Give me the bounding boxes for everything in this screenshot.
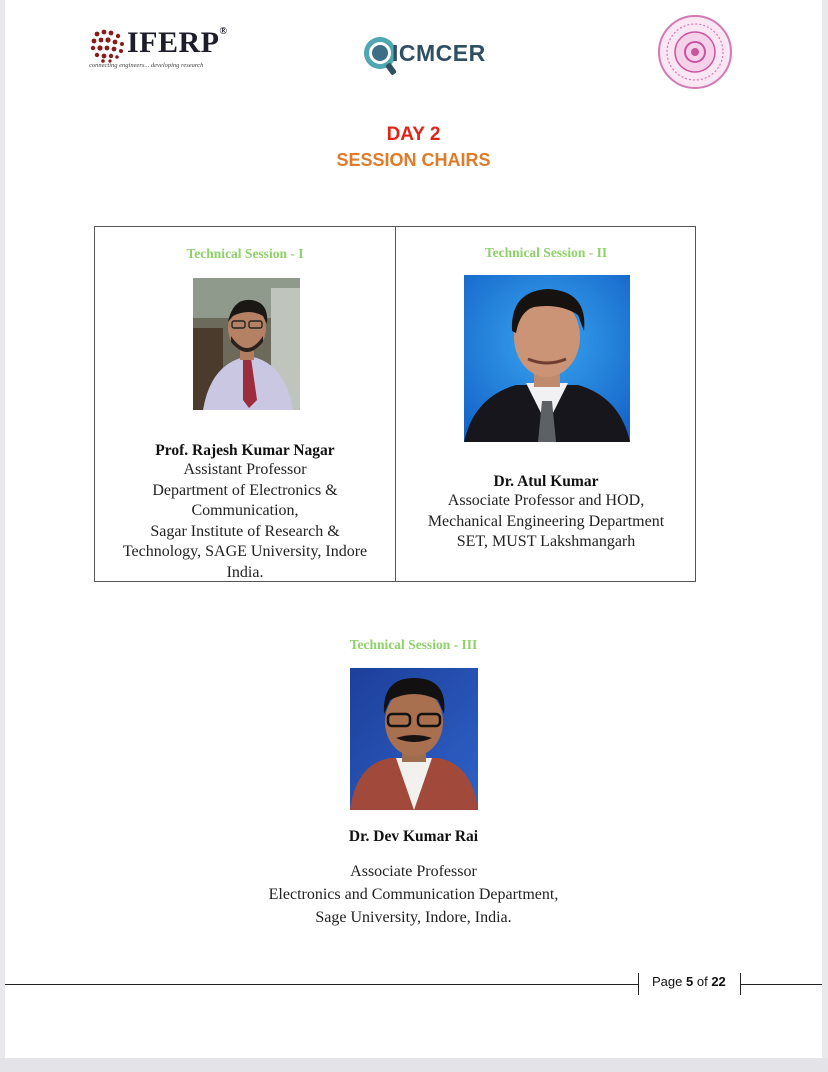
iferp-dots-icon (89, 28, 127, 64)
chair-detail-line: Associate Professor and HOD, (447, 492, 645, 509)
iferp-logo (89, 26, 229, 76)
chair-detail-line: Sage University, Indore, India. (315, 909, 512, 926)
chair-name: Prof. Rajesh Kumar Nagar (155, 442, 335, 459)
chair-detail-line: Associate Professor (350, 863, 477, 880)
chair-photo (464, 275, 630, 442)
iferp-registered-mark: ® (219, 26, 228, 37)
session-cell-2 (396, 227, 696, 581)
viewer-bottom-strip (0, 1058, 828, 1072)
chair-detail-line: SET, MUST Lakshmangarh (456, 533, 636, 550)
footer-rule (740, 984, 822, 985)
iferp-tagline: connecting engineers... developing research (89, 62, 204, 69)
section-title: SESSION CHAIRS (336, 150, 491, 170)
chair-detail-line: Assistant Professor (183, 461, 307, 478)
page-number: Page 5 of 22 (652, 974, 726, 989)
session-chairs-table (94, 226, 696, 582)
iferp-wordmark: IFERP (127, 26, 220, 59)
session-cell-1 (95, 227, 395, 581)
chair-detail-line: Electronics and Communication Department, (268, 886, 559, 903)
chair-name: Dr. Atul Kumar (493, 473, 599, 490)
footer-tick (638, 973, 639, 995)
chair-detail-line: Sagar Institute of Research & (150, 522, 340, 540)
icmcer-wordmark: ICMCER (392, 40, 486, 66)
footer-rule (5, 984, 638, 985)
chair-detail-line: Department of Electronics & (152, 481, 338, 499)
chair-photo (193, 278, 300, 410)
chair-name: Dr. Dev Kumar Rai (348, 828, 479, 845)
chair-photo (350, 668, 478, 810)
icmcer-logo (362, 33, 492, 75)
day-title: DAY 2 (386, 124, 441, 145)
document-page (5, 0, 822, 1058)
session-label: Technical Session - II (484, 245, 608, 260)
university-seal-icon (656, 14, 734, 90)
session-label: Technical Session - I (186, 246, 304, 261)
chair-detail-line: India. (226, 563, 264, 581)
session-label: Technical Session - III (349, 637, 478, 652)
chair-detail-line: Mechanical Engineering Department (427, 512, 665, 530)
chair-detail-line: Communication, (191, 502, 299, 519)
chair-detail-line: Technology, SAGE University, Indore (122, 543, 368, 560)
